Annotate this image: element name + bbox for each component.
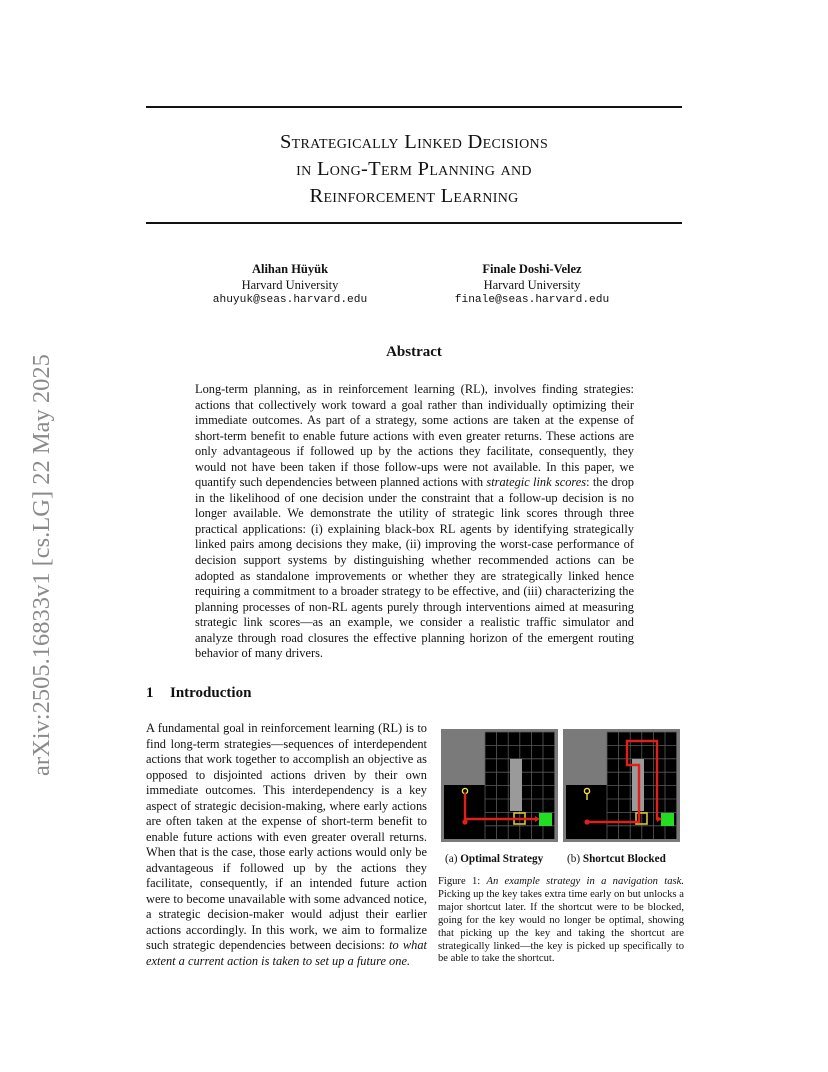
goal-cell [539,813,552,826]
author-block-2 [432,262,632,309]
section-title: Introduction [170,685,252,701]
intro-paragraph [146,721,427,969]
author-block-1 [190,262,390,309]
intro-text: A fundamental goal in reinforcement learning (RL) is to find long-term strategies—sequences of interdependent actions that work together to accomplish an objective as opposed to disjointed actions driven by their own immediate outcomes. This interdependency is a key aspect of strategic decision-making, where early actions are often taken at the expense of short-term benefit to enable future actions with even greater overall returns. When that is the case, those early actions would only be advantageous if followed up by the actions they facilitate, consequently, if an intended future action were to become unavailable with some advanced notice, a strategic decision-maker would adjust their earlier actions accordingly. In this work, we aim to formalize such strategic dependencies between decisions: [146,721,427,952]
section-number: 1 [146,685,154,701]
author-name: Finale Doshi-Velez [482,262,582,276]
abstract-heading: Abstract [386,344,442,360]
subcaption-b-prefix: (b) [567,853,583,865]
abstract-text-1: Long-term planning, as in reinforcement learning (RL), involves finding strategies: actions that collectively work toward a goal rather than individually optimizing their immediate outcomes. As part of a strategy, some actions are taken at the expense of short-term benefit to enable future actions with even greater returns. These actions are only advantageous if followed up by the actions they facilitate, consequently, they would not have been taken if those follow-ups were not available. In this paper, we quantify such dependencies between planned actions with [195,382,634,490]
start-marker [462,819,467,824]
maze-floor-bottom [444,811,555,839]
arxiv-identifier-stamp [5,290,67,780]
figure-panel-optimal-strategy [441,729,558,842]
title-line-2: in Long-Term Planning and [296,158,532,180]
section-heading [146,685,251,702]
author-name: Alihan Hüyük [251,262,329,276]
intro-emphasis: to what extent a current action is taken to set up a future one. [146,938,427,968]
title-top-rule [146,106,682,108]
maze-walls [563,729,680,842]
title-bottom-rule [146,222,682,224]
author-affiliation: Harvard University [483,277,581,292]
start-marker [584,819,589,824]
title-line-1: Strategically Linked Decisions [279,131,549,153]
figure-caption-emphasis: An example strategy in a navigation task. [486,876,684,887]
subcaption-b-title: Shortcut Blocked [582,853,666,865]
figure-panel-shortcut-blocked [563,729,680,842]
author-email: ahuyuk@seas.harvard.edu [212,294,368,306]
abstract-term: strategic link scores [486,475,587,490]
goal-cell [661,813,674,826]
abstract-text-2: : the drop in the likelihood of one decision under the constraint that a follow-up decision is no longer available. We demonstrate the utility of strategic link scores through three practical applications: (i) explaining black-box RL agents by identifying strategically linked pairs among decisions they make, (ii) improving the worst-case performance of decision support systems by distinguishing whether recommended actions can be adopted as standalone improvements or whether they are strategically linked hence requiring a commitment to a broader strategy to be effective, and (iii) characterizing the planning processes of non-RL agents purely through interventions aimed at measuring strategic link scores—as an example, we consider a realistic traffic simulator and analyze through road closures the effective planning horizon of the emergent routing behavior of many drivers. [195,475,634,661]
subcaption-a-title: Optimal Strategy [460,853,544,865]
maze-inner-wall [510,759,522,811]
figure-caption [438,876,684,966]
author-email: finale@seas.harvard.edu [454,294,610,306]
arxiv-stamp-text: arXiv:2505.16833v1 [cs.LG] 22 May 2025 [28,354,55,776]
figure-caption-text: Picking up the key takes extra time early on but unlocks a major shortcut later. If the shortcut were to be blocked, going for the key would no longer be optimal, showing that picking up the key and taking the shortcut are strategically linked—the key is picked up specifically to be able to take the shortcut. [438,888,684,965]
subcaption-a [445,853,543,865]
figure-caption-label: Figure 1: [438,876,487,887]
maze-floor-bottom [566,811,677,839]
author-affiliation: Harvard University [241,277,339,292]
title-line-3: Reinforcement Learning [309,185,519,207]
subcaption-a-prefix: (a) [445,853,461,865]
maze-walls [441,729,558,842]
subcaption-b [567,853,666,865]
abstract-body [195,382,634,662]
